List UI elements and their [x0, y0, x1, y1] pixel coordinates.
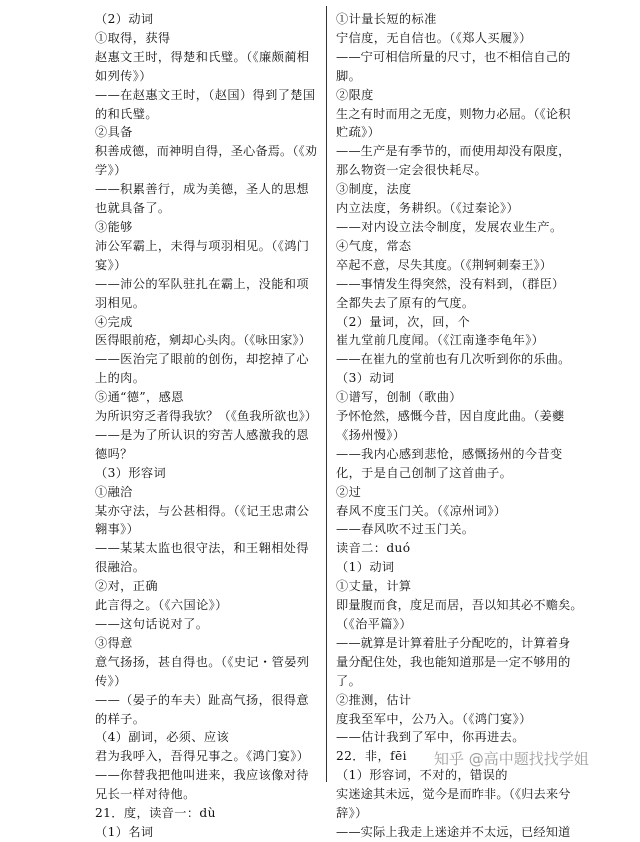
text-line: ——某某太监也很守法，和王翱相处得	[95, 541, 309, 556]
text-line: ——沛公的军队驻扎在霸上，没能和项	[95, 276, 309, 291]
text-line: 量分配住处，我也能知道那是一定不够用的	[336, 654, 571, 669]
text-line: 那么物资一定会很快耗尽。	[336, 163, 488, 178]
text-line: ——是为了所认识的穷苦人感激我的恩	[95, 427, 309, 442]
left-column	[95, 10, 317, 842]
text-line: ——医治完了眼前的创伤，却挖掉了心	[95, 352, 309, 367]
text-line: ——实际上我走上迷途并不太远，已经知道	[336, 824, 571, 839]
watermark	[434, 748, 589, 769]
text-line: ——我内心感到悲怆，感慨扬州的今昔变	[336, 446, 563, 461]
text-line: ——宁可相信所量的尺寸，也不相信自己的	[336, 49, 571, 64]
text-line: 生之有时而用之无度，则物力必屈。（《论积	[336, 106, 571, 121]
text-line: 翱事》）	[95, 522, 140, 537]
text-line: 某亦守法，与公甚相得。（《记王忠肃公	[95, 503, 310, 518]
text-line: 沛公军霸上，未得与项羽相见。（《鸿门	[95, 238, 310, 253]
text-line: ——对内设立法令制度，发展农业生产。	[336, 219, 563, 234]
column-divider	[326, 6, 327, 782]
text-line: ——你替我把他叫进来，我应该像对待	[95, 768, 309, 783]
text-line: 羽相见。	[95, 295, 146, 310]
text-line: ②对，正确	[95, 579, 158, 594]
text-line: （2）动词	[95, 12, 154, 26]
text-line: ④气度，常态	[336, 238, 412, 253]
text-line: 君为我呼入，吾得兄事之。《鸿门宴》）	[95, 749, 310, 764]
text-line: 21．度，读音一：dù	[95, 806, 216, 821]
text-line: 即量腹而食，度足而居，吾以知其必不赡矣。	[336, 598, 583, 613]
text-line: ①谱写，创制（歌曲）	[336, 390, 462, 405]
text-line: 传》）	[95, 673, 127, 688]
text-line: ——在赵惠文王时，（赵国）得到了楚国	[95, 87, 316, 102]
text-line: 此言得之。（《六国论》）	[95, 598, 228, 613]
text-line: ——春风吹不过玉门关。	[336, 522, 475, 537]
text-line: 医得眼前疮，剜却心头肉。（《咏田家》）	[95, 333, 312, 348]
text-line: （1）名词	[95, 824, 154, 839]
text-line: 《扬州慢》）	[336, 427, 406, 442]
text-line: 也就具备了。	[95, 201, 171, 216]
text-line: ——事情发生得突然，没有料到，（群臣）	[336, 276, 565, 291]
right-column	[336, 10, 583, 842]
text-line: 读音二：duó	[336, 541, 411, 556]
text-line: 兄长一样对待他。	[95, 787, 196, 802]
text-line: （1）形容词，不对的，错误的	[336, 768, 508, 783]
text-line: 的和氏璧。	[95, 106, 158, 121]
text-line: 意气扬扬，甚自得也。（《史记・管晏列	[95, 654, 310, 669]
text-line: 22．非，fēi	[336, 749, 407, 764]
text-line: 很融洽。	[95, 560, 146, 575]
text-line: ③能够	[95, 219, 133, 234]
text-line: ②推测，估计	[336, 692, 412, 707]
text-line: 的样子。	[95, 711, 146, 726]
text-line: ——就算是计算着肚子分配吃的，计算着身	[336, 635, 571, 650]
text-line: ——（晏子的车夫）趾高气扬，很得意	[95, 692, 309, 707]
text-line: ⑤通“德”，感恩	[95, 390, 184, 405]
text-line: （4）副词，必须、应该	[95, 730, 230, 745]
text-line: 德吗？	[95, 446, 133, 461]
text-line: ②具备	[95, 125, 133, 140]
text-line: ②过	[336, 484, 362, 499]
text-line: ——积累善行，成为美德，圣人的思想	[95, 182, 309, 197]
text-line: ②限度	[336, 87, 374, 102]
text-line: 上的肉。	[95, 371, 146, 386]
text-line: 赵惠文王时，得楚和氏璧。（《廉颇蔺相	[95, 49, 310, 64]
text-line: 贮疏》）	[336, 125, 381, 140]
text-line: 卒起不意，尽失其度。（《荆轲刺秦王》）	[336, 257, 553, 272]
text-line: 实迷途其未远，觉今是而昨非。（《归去来兮	[336, 787, 571, 802]
text-line: 化，于是自己创制了这首曲子。	[336, 465, 513, 480]
text-line: ①计量长短的标准	[336, 12, 437, 26]
text-line: ③制度，法度	[336, 182, 412, 197]
text-line: 如列传》）	[95, 68, 152, 83]
text-line: 积善成德，而神明自得，圣心备焉。（《劝	[95, 144, 318, 159]
text-line: 为所识穷乏者得我欤？（《鱼我所欲也》）	[95, 409, 318, 424]
text-line: 崔九堂前几度闻。（《江南逢李龟年》）	[336, 333, 545, 348]
text-line: ——估计我到了军中，你再进去。	[336, 730, 525, 745]
text-line: 了。	[336, 673, 362, 688]
text-line: 辞》）	[336, 806, 368, 821]
text-line: ①融洽	[95, 484, 133, 499]
text-line: ——这句话说对了。	[95, 617, 209, 631]
text-line: ①取得，获得	[95, 30, 171, 45]
text-line: （1）动词	[336, 560, 395, 575]
text-line: 宴》）	[95, 257, 127, 272]
text-line: 予怀怆然，感慨今昔，因自度此曲。（姜夔	[336, 409, 565, 424]
text-line: （3）动词	[336, 371, 395, 386]
text-line: （《治平篇》）	[336, 617, 412, 631]
text-line: 脚。	[336, 68, 362, 83]
text-line: （2）量词，次，回，个	[336, 314, 471, 329]
text-line: （3）形容词	[95, 465, 167, 480]
text-line: 宁信度，无自信也。（《郑人买履》）	[336, 30, 532, 45]
text-line: ——生产是有季节的，而使用却没有限度，	[336, 144, 571, 159]
text-line: 度我至军中，公乃入。（《鸿门宴》）	[336, 711, 532, 726]
watermark-text: 知乎 @高中题找找学姐	[434, 750, 589, 768]
text-line: ③得意	[95, 635, 133, 650]
text-line: 全都失去了原有的气度。	[336, 295, 475, 310]
text-line: 春风不度玉门关。（《凉州词》）	[336, 503, 507, 518]
text-line: 内立法度，务耕织。（《过秦论》）	[336, 201, 520, 216]
text-line: ①丈量，计算	[336, 579, 412, 594]
text-line: 学》）	[95, 163, 127, 178]
text-line: ④完成	[95, 314, 133, 329]
text-line: ——在崔九的堂前也有几次听到你的乐曲。	[336, 352, 571, 367]
